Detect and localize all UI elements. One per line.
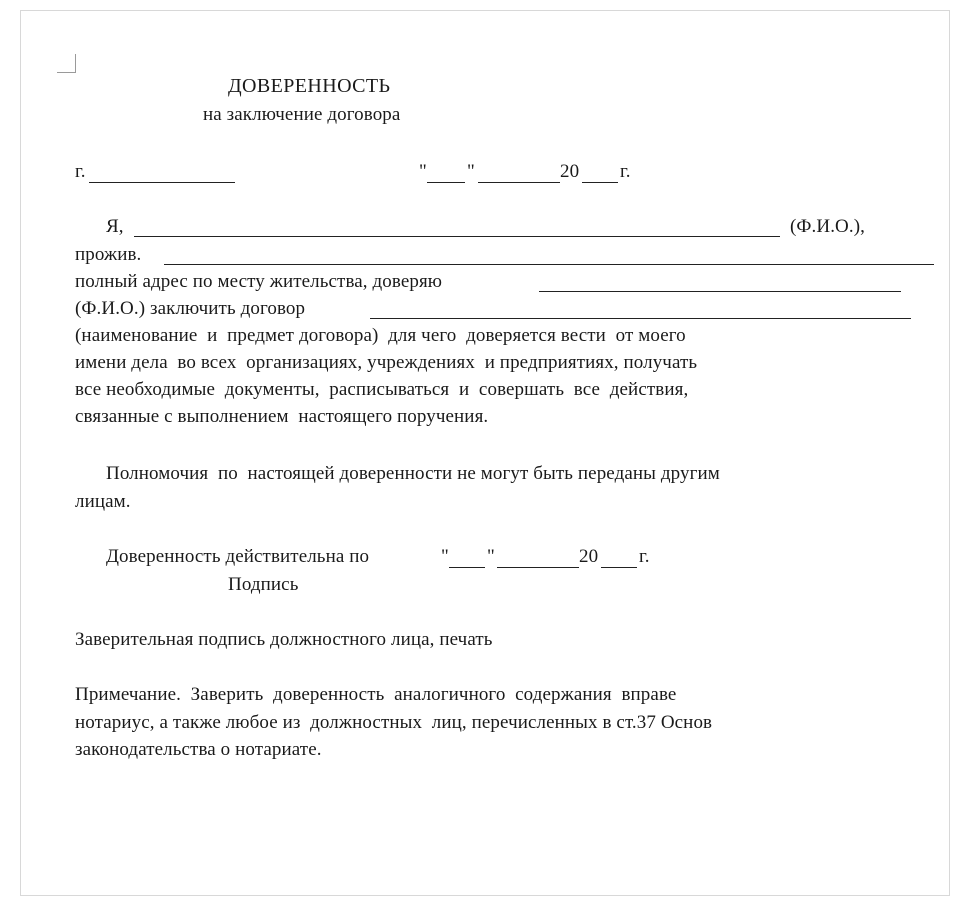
- address-line: полный адрес по месту жительства, доверяю: [75, 271, 443, 292]
- validity-month-blank: [497, 567, 579, 568]
- powers-line: Полномочия по настоящей доверенности не могут быть переданы другим: [106, 463, 720, 484]
- validity-year: 20: [579, 546, 599, 567]
- validity-open-quote: ": [441, 546, 449, 567]
- powers-line: лицам.: [75, 491, 131, 512]
- validity-close-quote: ": [487, 546, 495, 567]
- page-corner-mark: [57, 54, 76, 73]
- body-line: связанные с выполнением настоящего поручения.: [75, 406, 489, 427]
- attorney-fio-blank: [539, 291, 901, 292]
- note-line: Примечание. Заверить доверенность аналогичного содержания вправе: [75, 684, 677, 705]
- certification-line: Заверительная подпись должностного лица, печать: [75, 629, 493, 650]
- body-line: все необходимые документы, расписываться и совершать все действия,: [75, 379, 689, 400]
- validity-year-suffix: г.: [639, 546, 650, 567]
- validity-prefix: Доверенность действительна по: [106, 546, 370, 567]
- date-close-quote: ": [467, 161, 475, 182]
- date-month-blank: [478, 182, 560, 183]
- intro-pronoun: Я,: [106, 216, 124, 237]
- principal-fio-blank: [134, 236, 780, 237]
- fio-label-1: (Ф.И.О.),: [790, 216, 866, 237]
- date-year: 20: [560, 161, 580, 182]
- page-border: [20, 10, 950, 896]
- body-line: имени дела во всех организациях, учреждениях и предприятиях, получать: [75, 352, 698, 373]
- date-year-suffix: г.: [620, 161, 631, 182]
- note-line: нотариус, а также любое из должностных лиц, перечисленных в ст.37 Основ: [75, 712, 713, 733]
- city-prefix: г.: [75, 161, 86, 182]
- city-blank: [89, 182, 235, 183]
- body-line: (наименование и предмет договора) для чего доверяется вести от моего: [75, 325, 686, 346]
- contract-blank: [370, 318, 911, 319]
- residence-blank: [164, 264, 934, 265]
- signature-label: Подпись: [228, 574, 299, 595]
- fio-label-2: (Ф.И.О.) заключить договор: [75, 298, 306, 319]
- residence-label: прожив.: [75, 244, 142, 265]
- document-subtitle: на заключение договора: [203, 104, 401, 125]
- note-line: законодательства о нотариате.: [75, 739, 322, 760]
- date-day-blank: [427, 182, 465, 183]
- date-open-quote: ": [419, 161, 427, 182]
- validity-day-blank: [449, 567, 485, 568]
- document-title: ДОВЕРЕННОСТЬ: [228, 75, 391, 97]
- validity-year-blank: [601, 567, 637, 568]
- date-year-blank: [582, 182, 618, 183]
